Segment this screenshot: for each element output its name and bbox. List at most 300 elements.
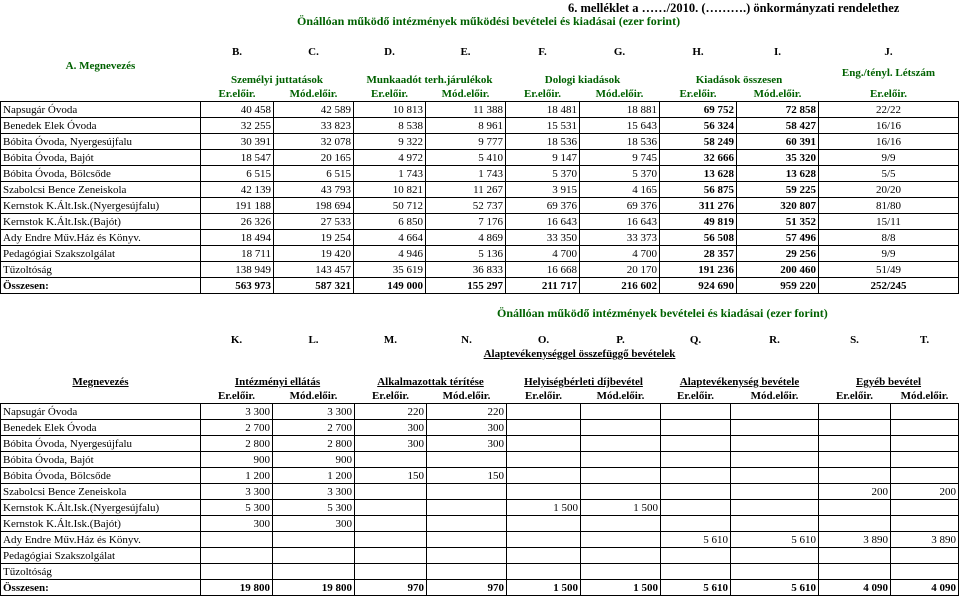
table-row [1, 134, 959, 150]
cell: 20 165 [274, 150, 354, 166]
cell [891, 564, 959, 580]
cell [427, 484, 507, 500]
cell [355, 452, 427, 468]
cell [661, 516, 731, 532]
cell: 220 [355, 404, 427, 420]
row-name: Ady Endre Műv.Ház és Könyv. [1, 532, 201, 548]
cell: 36 833 [426, 262, 506, 278]
col-letter: S. [850, 334, 859, 346]
cell: 58 427 [737, 118, 819, 134]
col-letter: R. [769, 334, 780, 346]
cell: 1 500 [507, 500, 581, 516]
cell: 56 875 [660, 182, 737, 198]
cell [355, 484, 427, 500]
sub-header: Mód.előir. [595, 88, 644, 100]
cell: 49 819 [660, 214, 737, 230]
cell [201, 532, 273, 548]
cell: 52 737 [426, 198, 506, 214]
cell [355, 500, 427, 516]
cell: 5 610 [731, 532, 819, 548]
cell: 9/9 [819, 150, 959, 166]
cell: 13 628 [737, 166, 819, 182]
cell: 150 [355, 468, 427, 484]
cell [819, 420, 891, 436]
cell: 15/11 [819, 214, 959, 230]
cell [891, 468, 959, 484]
cell [507, 516, 581, 532]
cell: 9 745 [580, 150, 660, 166]
cell [819, 564, 891, 580]
table-row [1, 532, 959, 548]
cell: 143 457 [274, 262, 354, 278]
cell [581, 516, 661, 532]
cell: 57 496 [737, 230, 819, 246]
cell: 32 666 [660, 150, 737, 166]
table-row [1, 468, 959, 484]
cell [819, 516, 891, 532]
cell: 32 255 [201, 118, 274, 134]
table1-title: Önállóan működő intézmények működési bevételei és kiadásai (ezer forint) [297, 14, 681, 28]
cell [891, 452, 959, 468]
col-letter: L. [308, 334, 319, 346]
cell [427, 452, 507, 468]
cell: 35 619 [354, 262, 426, 278]
row-name: Összesen: [1, 278, 201, 294]
cell [581, 532, 661, 548]
table-row [1, 166, 959, 182]
cell: 970 [355, 580, 427, 596]
cell: 563 973 [201, 278, 274, 294]
table-row [1, 564, 959, 580]
cell: 33 373 [580, 230, 660, 246]
cell [427, 500, 507, 516]
cell: 4 700 [580, 246, 660, 262]
cell: 13 628 [660, 166, 737, 182]
cell [731, 452, 819, 468]
cell: 3 915 [506, 182, 580, 198]
row-name: Tűzoltóság [1, 564, 201, 580]
cell: 18 536 [580, 134, 660, 150]
band-header: Alaptevékenységgel összefüggő bevételek [483, 348, 676, 360]
cell [731, 500, 819, 516]
cell [661, 564, 731, 580]
table-row [1, 102, 959, 118]
cell: 8 538 [354, 118, 426, 134]
sub-header: Mód.előir. [441, 88, 490, 100]
cell: 69 752 [660, 102, 737, 118]
cell: 69 376 [506, 198, 580, 214]
group-header-row [1, 375, 959, 389]
cell: 300 [355, 436, 427, 452]
cell [273, 548, 355, 564]
row-name: Kernstok K.Ált.Isk.(Nyergesújfalu) [1, 500, 201, 516]
cell: 18 547 [201, 150, 274, 166]
col-letter: C. [308, 46, 319, 58]
cell [581, 452, 661, 468]
col-letter: H. [692, 46, 704, 58]
cell: 15 643 [580, 118, 660, 134]
cell: 149 000 [354, 278, 426, 294]
col-letter: M. [383, 334, 398, 346]
cell [427, 516, 507, 532]
cell [581, 564, 661, 580]
row-name: Bóbita Óvoda, Nyergesújfalu [1, 134, 201, 150]
cell: 5/5 [819, 166, 959, 182]
cell: 5 610 [661, 580, 731, 596]
cell: 4 972 [354, 150, 426, 166]
cell: 900 [201, 452, 273, 468]
sub-header: Mód.előir. [750, 390, 799, 402]
cell [661, 548, 731, 564]
cell: 150 [427, 468, 507, 484]
total-row [1, 580, 959, 596]
cell: 5 610 [731, 580, 819, 596]
table-row [1, 214, 959, 230]
cell: 18 494 [201, 230, 274, 246]
cell [507, 532, 581, 548]
cell: 2 800 [273, 436, 355, 452]
row-name: Bóbita Óvoda, Nyergesújfalu [1, 436, 201, 452]
sub-header: Er.előir. [524, 390, 563, 402]
sub-header: Er.előir. [676, 390, 715, 402]
cell: 5 370 [580, 166, 660, 182]
cell: 4 869 [426, 230, 506, 246]
cell: 9 777 [426, 134, 506, 150]
cell: 16 643 [506, 214, 580, 230]
cell: 59 225 [737, 182, 819, 198]
cell: 16/16 [819, 134, 959, 150]
row-name: Pedagógiai Szakszolgálat [1, 246, 201, 262]
sub-header: Er.előir. [218, 88, 256, 100]
cell: 19 254 [274, 230, 354, 246]
cell: 9/9 [819, 246, 959, 262]
cell: 924 690 [660, 278, 737, 294]
cell: 300 [355, 420, 427, 436]
cell [891, 436, 959, 452]
sub-header: Mód.előir. [289, 390, 338, 402]
cell: 51 352 [737, 214, 819, 230]
cell: 8 961 [426, 118, 506, 134]
cell: 19 800 [201, 580, 273, 596]
cell: 6 850 [354, 214, 426, 230]
cell: 1 500 [581, 500, 661, 516]
cell: 42 589 [274, 102, 354, 118]
col-letter: K. [230, 334, 243, 346]
cell: 320 807 [737, 198, 819, 214]
row-name: Bóbita Óvoda, Bajót [1, 150, 201, 166]
row-name: Összesen: [1, 580, 201, 596]
cell: 191 188 [201, 198, 274, 214]
cell: 900 [273, 452, 355, 468]
cell: 20 170 [580, 262, 660, 278]
cell [507, 436, 581, 452]
cell: 16 668 [506, 262, 580, 278]
group-header: Alaptevékenység bevétele [679, 376, 800, 388]
cell [731, 436, 819, 452]
row-name: Bóbita Óvoda, Bölcsőde [1, 468, 201, 484]
cell [661, 484, 731, 500]
cell: 18 481 [506, 102, 580, 118]
cell: 9 322 [354, 134, 426, 150]
group-header: Egyéb bevétel [855, 376, 922, 388]
cell: 5 300 [273, 500, 355, 516]
cell: 58 249 [660, 134, 737, 150]
cell [819, 500, 891, 516]
table-row [1, 230, 959, 246]
col-letter: B. [231, 46, 243, 58]
cell [891, 516, 959, 532]
sub-header: Er.előir. [835, 390, 874, 402]
cell: 27 533 [274, 214, 354, 230]
cell: 959 220 [737, 278, 819, 294]
cell: 1 743 [426, 166, 506, 182]
cell: 587 321 [274, 278, 354, 294]
row-name: Benedek Elek Óvoda [1, 118, 201, 134]
table-row [1, 198, 959, 214]
group-header: Eng./tényl. Létszám [841, 67, 936, 79]
cell: 5 610 [661, 532, 731, 548]
cell: 3 300 [273, 404, 355, 420]
cell: 4 700 [506, 246, 580, 262]
table-row [1, 262, 959, 278]
subheader-row [1, 389, 959, 404]
cell: 10 821 [354, 182, 426, 198]
table-row [1, 500, 959, 516]
cell: 19 800 [273, 580, 355, 596]
cell [731, 484, 819, 500]
col-letter: T. [919, 334, 930, 346]
cell [507, 564, 581, 580]
table-row [1, 420, 959, 436]
cell: 3 300 [273, 484, 355, 500]
cell: 200 [819, 484, 891, 500]
cell: 220 [427, 404, 507, 420]
cell [355, 548, 427, 564]
cell [819, 548, 891, 564]
sub-header: Mód.előir. [442, 390, 491, 402]
cell: 200 [891, 484, 959, 500]
cell: 7 176 [426, 214, 506, 230]
cell: 29 256 [737, 246, 819, 262]
cell: 60 391 [737, 134, 819, 150]
row-name: Kernstok K.Ált.Isk.(Bajót) [1, 516, 201, 532]
cell: 35 320 [737, 150, 819, 166]
cell: 1 200 [201, 468, 273, 484]
cell: 18 881 [580, 102, 660, 118]
name-header: Megnevezés [72, 376, 129, 388]
cell: 16/16 [819, 118, 959, 134]
cell [355, 516, 427, 532]
cell: 22/22 [819, 102, 959, 118]
cell [891, 548, 959, 564]
col-letter: P. [616, 334, 625, 346]
cell: 155 297 [426, 278, 506, 294]
row-name: Ady Endre Műv.Ház és Könyv. [1, 230, 201, 246]
cell: 72 858 [737, 102, 819, 118]
cell: 4 090 [819, 580, 891, 596]
cell [507, 404, 581, 420]
cell: 43 793 [274, 182, 354, 198]
cell [273, 532, 355, 548]
cell: 3 890 [819, 532, 891, 548]
cell: 28 357 [660, 246, 737, 262]
cell [355, 564, 427, 580]
cell: 252/245 [819, 278, 959, 294]
cell [273, 564, 355, 580]
cell: 33 823 [274, 118, 354, 134]
row-name: Kernstok K.Ált.Isk.(Nyergesújfalu) [1, 198, 201, 214]
col-letter: O. [537, 334, 550, 346]
cell: 8/8 [819, 230, 959, 246]
col-letter: I. [773, 46, 782, 58]
cell [819, 468, 891, 484]
cell [661, 452, 731, 468]
cell: 6 515 [201, 166, 274, 182]
cell: 5 300 [201, 500, 273, 516]
cell: 33 350 [506, 230, 580, 246]
cell [427, 548, 507, 564]
row-name: Napsugár Óvoda [1, 404, 201, 420]
sub-header: Mód.előir. [289, 88, 338, 100]
cell: 56 508 [660, 230, 737, 246]
group-header: Dologi kiadások [544, 74, 621, 86]
cell [201, 548, 273, 564]
cell [891, 500, 959, 516]
table-row [1, 150, 959, 166]
cell: 4 664 [354, 230, 426, 246]
row-name: Pedagógiai Szakszolgálat [1, 548, 201, 564]
cell [661, 500, 731, 516]
col-letter: E. [460, 46, 471, 58]
cell: 69 376 [580, 198, 660, 214]
col-letter: D. [384, 46, 395, 58]
table-row [1, 118, 959, 134]
cell [731, 468, 819, 484]
total-row [1, 278, 959, 294]
cell [819, 404, 891, 420]
cell [581, 548, 661, 564]
row-name: Tűzoltóság [1, 262, 201, 278]
cell: 6 515 [274, 166, 354, 182]
sub-header: Er.előir. [370, 88, 409, 100]
cell: 9 147 [506, 150, 580, 166]
cell [661, 404, 731, 420]
group-header: Helyiségbérleti díjbevétel [524, 376, 643, 388]
row-name: Kernstok K.Ált.Isk.(Bajót) [1, 214, 201, 230]
cell: 50 712 [354, 198, 426, 214]
cell [581, 468, 661, 484]
cell: 20/20 [819, 182, 959, 198]
name-header: A. Megnevezés [65, 60, 136, 72]
cell: 81/80 [819, 198, 959, 214]
cell [507, 452, 581, 468]
cell: 300 [273, 516, 355, 532]
cell: 5 410 [426, 150, 506, 166]
table-row [1, 404, 959, 420]
cell: 300 [427, 420, 507, 436]
cell [201, 564, 273, 580]
cell: 26 326 [201, 214, 274, 230]
cell: 4 090 [891, 580, 959, 596]
cell [355, 532, 427, 548]
table-row [1, 182, 959, 198]
subheader-row [1, 87, 959, 102]
cell [891, 404, 959, 420]
cell [731, 564, 819, 580]
table-row [1, 548, 959, 564]
table-row [1, 246, 959, 262]
cell [581, 404, 661, 420]
cell: 3 300 [201, 484, 273, 500]
cell: 300 [427, 436, 507, 452]
cell [581, 484, 661, 500]
sub-header: Mód.előir. [753, 88, 802, 100]
cell: 970 [427, 580, 507, 596]
cell [507, 548, 581, 564]
cell: 200 460 [737, 262, 819, 278]
table-row [1, 484, 959, 500]
cell: 11 267 [426, 182, 506, 198]
table-row [1, 516, 959, 532]
cell [731, 420, 819, 436]
group-header: Kiadások összesen [695, 74, 783, 86]
sub-header: Er.előir. [217, 390, 256, 402]
cell [507, 468, 581, 484]
column-letters-row [1, 333, 959, 347]
cell: 1 200 [273, 468, 355, 484]
cell: 216 602 [580, 278, 660, 294]
cell: 3 890 [891, 532, 959, 548]
cell: 1 743 [354, 166, 426, 182]
sub-header: Mód.előir. [596, 390, 645, 402]
group-header-row [1, 59, 959, 87]
cell [891, 420, 959, 436]
cell [581, 436, 661, 452]
row-name: Benedek Elek Óvoda [1, 420, 201, 436]
row-name: Napsugár Óvoda [1, 102, 201, 118]
cell: 16 643 [580, 214, 660, 230]
cell: 2 800 [201, 436, 273, 452]
column-letters-row [1, 45, 959, 59]
cell: 1 500 [507, 580, 581, 596]
cell: 3 300 [201, 404, 273, 420]
cell [819, 436, 891, 452]
cell [661, 420, 731, 436]
sub-header: Mód.előir. [900, 390, 949, 402]
sub-header: Er.előir. [371, 390, 410, 402]
cell: 2 700 [273, 420, 355, 436]
revenues-table [0, 333, 959, 596]
col-letter: N. [461, 334, 472, 346]
cell: 15 531 [506, 118, 580, 134]
cell: 11 388 [426, 102, 506, 118]
cell: 138 949 [201, 262, 274, 278]
cell [731, 404, 819, 420]
cell: 5 370 [506, 166, 580, 182]
cell [661, 468, 731, 484]
cell: 18 711 [201, 246, 274, 262]
cell: 191 236 [660, 262, 737, 278]
cell: 198 694 [274, 198, 354, 214]
cell: 10 813 [354, 102, 426, 118]
cell [507, 484, 581, 500]
col-letter: F. [538, 46, 547, 58]
cell [581, 420, 661, 436]
group-header: Személyi juttatások [231, 74, 323, 86]
cell: 51/49 [819, 262, 959, 278]
cell [819, 452, 891, 468]
table-row [1, 436, 959, 452]
